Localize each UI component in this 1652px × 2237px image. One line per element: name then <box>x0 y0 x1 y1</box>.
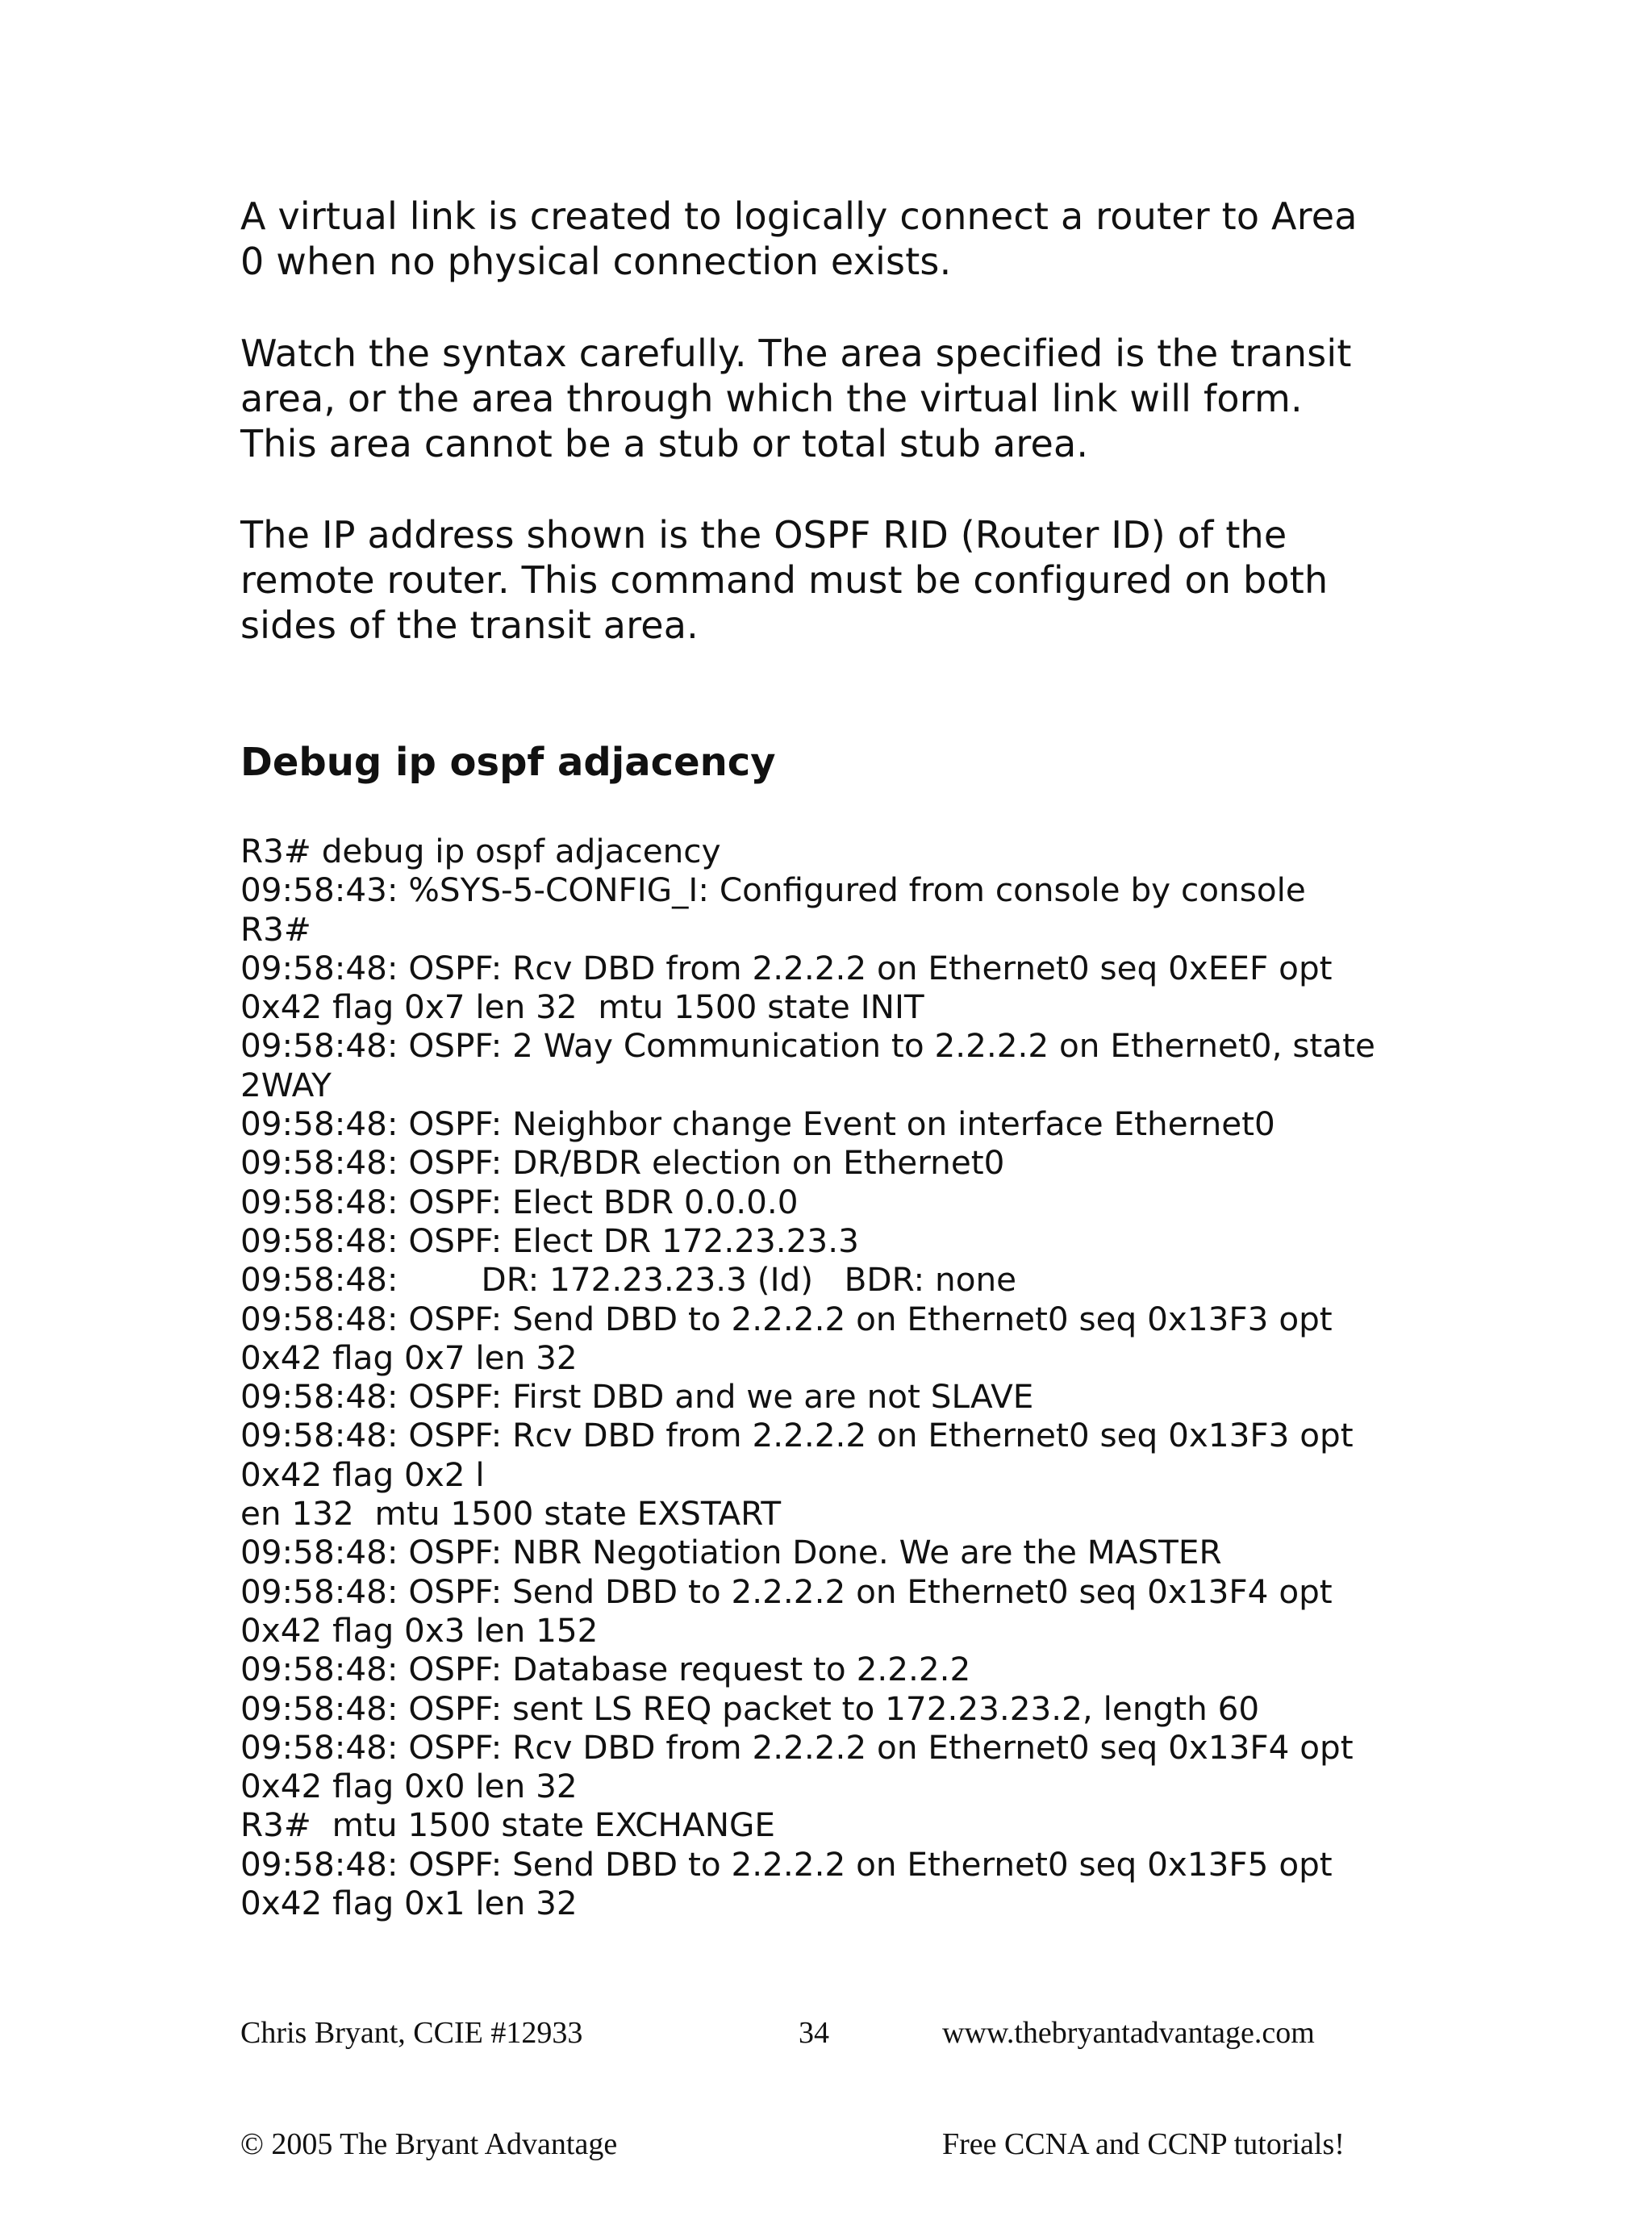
console-line: 09:58:48: OSPF: Database request to 2.2.2.2 <box>240 1650 971 1689</box>
console-line: 09:58:48: OSPF: DR/BDR election on Ethernet0 <box>240 1143 1005 1183</box>
console-line: 09:58:48: OSPF: Rcv DBD from 2.2.2.2 on Ethernet0 seq 0xEEF opt <box>240 948 1333 987</box>
page-number: 34 <box>799 2016 829 2050</box>
footer-website: www.thebryantadvantage.com <box>942 2016 1315 2050</box>
console-line: 0x42 flag 0x2 l <box>240 1454 485 1494</box>
console-line: R3# mtu 1500 state EXCHANGE <box>240 1805 775 1845</box>
console-line: 0x42 flag 0x0 len 32 <box>240 1767 578 1806</box>
footer-center <box>799 1940 829 2126</box>
console-line: R3# <box>240 909 311 949</box>
console-line: 2WAY <box>240 1065 332 1104</box>
console-line: 09:58:48: OSPF: Neighbor change Event on interface Ethernet0 <box>240 1104 1275 1144</box>
debug-output-block <box>240 832 1450 1922</box>
footer-right <box>942 1940 1345 2237</box>
console-line: 09:58:48: OSPF: Send DBD to 2.2.2.2 on Ethernet0 seq 0x13F3 opt <box>240 1299 1333 1338</box>
section-heading: Debug ip ospf adjacency <box>240 740 776 785</box>
console-line: 09:58:48: OSPF: Rcv DBD from 2.2.2.2 on Ethernet0 seq 0x13F4 opt <box>240 1727 1354 1767</box>
paragraph-ip-address-note: The IP address shown is the OSPF RID (Router ID) of the remote router. This command must be configured on both sides of the transit area. <box>240 513 1329 647</box>
footer-tagline: Free CCNA and CCNP tutorials! <box>942 2127 1345 2161</box>
console-line: 09:58:48: OSPF: First DBD and we are not SLAVE <box>240 1377 1034 1417</box>
footer-copyright: © 2005 The Bryant Advantage <box>240 2127 618 2161</box>
footer-author: Chris Bryant, CCIE #12933 <box>240 2016 583 2050</box>
paragraph-virtual-link: A virtual link is created to logically connect a router to Area 0 when no physical connection exists. <box>240 194 1358 283</box>
console-line: 0x42 flag 0x1 len 32 <box>240 1884 578 1923</box>
console-line: 0x42 flag 0x7 len 32 mtu 1500 state INIT <box>240 987 924 1027</box>
console-line: 0x42 flag 0x7 len 32 <box>240 1338 578 1377</box>
console-line: 09:58:48: OSPF: Elect DR 172.23.23.3 <box>240 1221 859 1260</box>
paragraph-syntax-note: Watch the syntax carefully. The area specified is the transit area, or the area through which the virtual link will form. This area cannot be a stub or total stub area. <box>240 332 1352 465</box>
console-line: 09:58:48: OSPF: Send DBD to 2.2.2.2 on Ethernet0 seq 0x13F5 opt <box>240 1844 1333 1884</box>
console-line: R3# debug ip ospf adjacency <box>240 832 721 870</box>
console-line: 09:58:48: OSPF: Elect BDR 0.0.0.0 <box>240 1182 799 1221</box>
footer-left <box>240 1940 617 2237</box>
console-line: 09:58:48: OSPF: NBR Negotiation Done. We are the MASTER <box>240 1533 1222 1572</box>
console-line: 09:58:48: OSPF: Send DBD to 2.2.2.2 on Ethernet0 seq 0x13F4 opt <box>240 1571 1333 1611</box>
console-line: 09:58:48: OSPF: Rcv DBD from 2.2.2.2 on Ethernet0 seq 0x13F3 opt <box>240 1416 1354 1455</box>
console-line: en 132 mtu 1500 state EXSTART <box>240 1494 782 1534</box>
console-line: 0x42 flag 0x3 len 152 <box>240 1610 599 1650</box>
console-line: 09:58:48: OSPF: 2 Way Communication to 2.2.2.2 on Ethernet0, state <box>240 1026 1375 1066</box>
console-line: 09:58:48: DR: 172.23.23.3 (Id) BDR: none <box>240 1260 1017 1300</box>
console-line: 09:58:48: OSPF: sent LS REQ packet to 172.23.23.2, length 60 <box>240 1688 1260 1728</box>
console-line: 09:58:43: %SYS-5-CONFIG_I: Configured from console by console <box>240 870 1306 910</box>
